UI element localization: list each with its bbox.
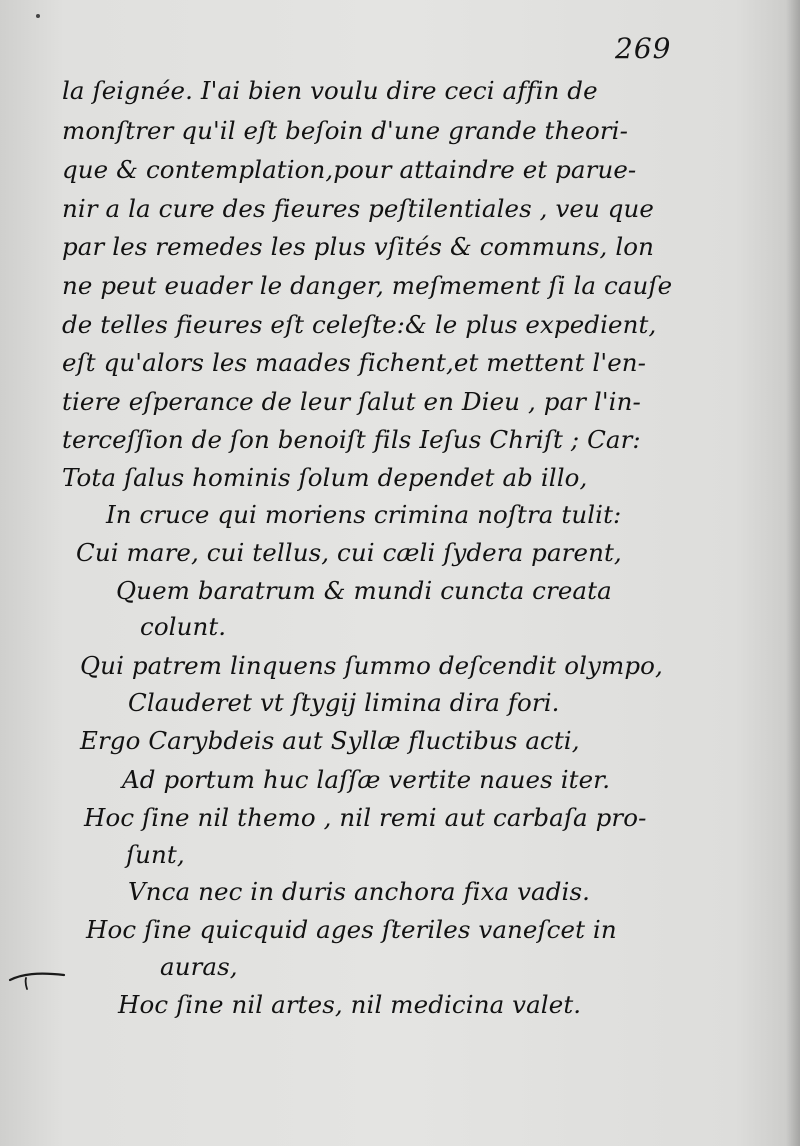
ink-speck	[36, 14, 40, 18]
text-line: tiere eſperance de leur ſalut en Dieu , par l'in-	[62, 387, 641, 416]
verse-line: Qui patrem linquens ſummo deſcendit olympo,	[80, 651, 663, 680]
verse-line: Ad portum huc laſſæ vertite naues iter.	[122, 765, 611, 794]
text-line: que & contemplation,pour attaindre et parue-	[62, 155, 637, 184]
verse-line: Hoc ſine nil artes, nil medicina valet.	[118, 990, 582, 1019]
verse-line: colunt.	[140, 612, 227, 641]
verse-line: Cui mare, cui tellus, cui cæli ſydera parent,	[76, 538, 622, 567]
text-line: de telles fieures eſt celeſte:& le plus expedient,	[62, 310, 657, 339]
verse-line: ſunt,	[126, 840, 185, 869]
verse-line: Tota ſalus hominis ſolum dependet ab illo,	[62, 463, 588, 492]
text-line: eſt qu'alors les maades fichent,et mettent l'en-	[62, 348, 647, 377]
verse-line: In cruce qui moriens crimina noſtra tulit:	[106, 500, 622, 529]
text-line: ne peut euader le danger, meſmement ſi la cauſe	[62, 271, 673, 300]
verse-line: Clauderet vt ſtygij limina dira fori.	[128, 688, 560, 717]
text-line: par les remedes les plus vſités & communs, lon	[62, 232, 654, 261]
page-edge-shadow	[786, 0, 800, 1146]
verse-line: auras,	[160, 952, 238, 981]
margin-pen-mark	[8, 966, 66, 990]
text-line: monſtrer qu'il eſt beſoin d'une grande theori-	[62, 116, 628, 145]
page-number: 269	[615, 32, 672, 65]
verse-line: Hoc ſine quicquid ages ſteriles vaneſcet in	[86, 915, 617, 944]
verse-line: Hoc ſine nil themo , nil remi aut carbaſa pro-	[84, 803, 647, 832]
verse-line: Ergo Carybdeis aut Syllæ fluctibus acti,	[80, 726, 580, 755]
verse-line: Vnca nec in duris anchora fixa vadis.	[128, 877, 591, 906]
text-line: la ſeignée. I'ai bien voulu dire ceci affin de	[62, 76, 598, 105]
verse-line: Quem baratrum & mundi cuncta creata	[116, 576, 612, 605]
text-line: nir a la cure des fieures peſtilentiales , veu que	[62, 194, 655, 223]
text-line: terceſſion de ſon benoiſt fils Ieſus Chriſt ; Car:	[62, 425, 641, 454]
